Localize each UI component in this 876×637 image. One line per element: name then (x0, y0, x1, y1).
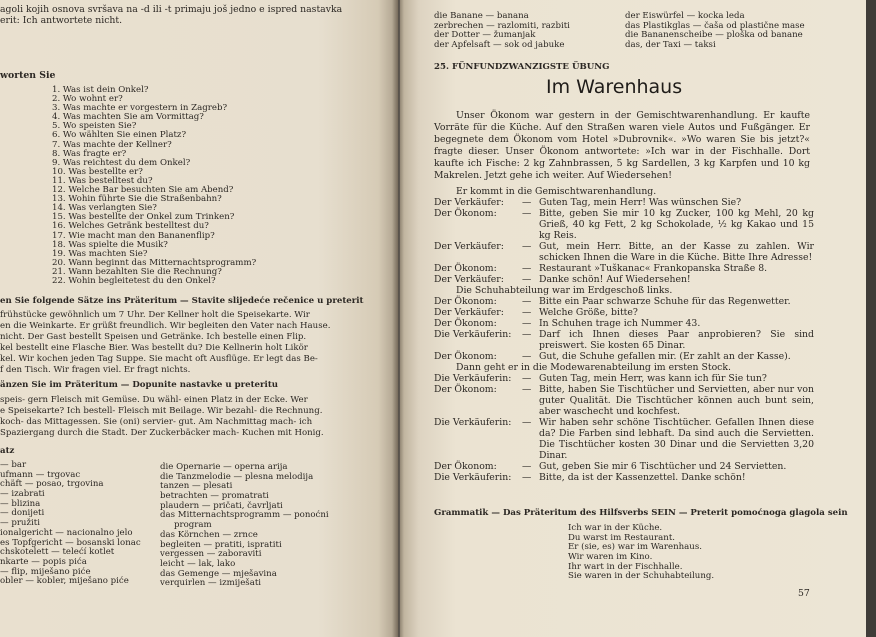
list-item: 2. Wo wohnt er? (52, 94, 123, 105)
utterance: Gut, geben Sie mir 6 Tischtücher und 24 Servietten. (539, 461, 787, 472)
vocab-item: das Plastikglas — čaša od plastične mase (625, 20, 805, 31)
dialog-line (434, 263, 814, 274)
text-line: koch- das Mittagessen. Sie (oni) servier- gut. Am Nachmittag mach- ich (0, 417, 313, 427)
vocab-item: program (174, 520, 212, 531)
dash: — (522, 329, 532, 340)
list-item: 5. Wo speisten Sie? (52, 121, 137, 132)
vocab-item: ufmann — trgovac (0, 469, 81, 480)
list-item: 15. Was bestellte der Onkel zum Trinken? (52, 212, 235, 223)
grammar-line: Du warst im Restaurant. (568, 532, 675, 543)
speaker: Der Ökonom: (434, 384, 497, 395)
vocab-item: plaudern — pričati, čavrljati (160, 500, 283, 511)
dialog-line (434, 241, 814, 263)
dialog-line (434, 296, 814, 307)
book-gutter (392, 0, 404, 637)
text-line: e Speisekarte? Ich bestell- Fleisch mit Beilage. Wir bezahl- die Rechnung. (0, 406, 323, 416)
text-line: frühstücke gewöhnlich um 7 Uhr. Der Kellner holt die Speisekarte. Wir (0, 310, 310, 320)
utterance: Gut, die Schuhe gefallen mir. (Er zahlt an der Kasse). (539, 351, 791, 362)
list-item: 6. Wo wählten Sie einen Platz? (52, 130, 187, 141)
vocab-item: — pružiti (0, 518, 40, 529)
grammar-line: Wir waren im Kino. (568, 552, 653, 563)
list-item: 11. Was bestelltest du? (52, 175, 153, 186)
vocab-item: das Gemenge — mješavina (160, 568, 277, 579)
dash: — (522, 241, 532, 252)
narration: Die Schuhabteilung war im Erdgeschoß links. (456, 285, 673, 296)
utterance: Welche Größe, bitte? (539, 307, 638, 318)
vocab-item: tanzen — plesati (160, 481, 233, 492)
speaker: Die Verkäuferin: (434, 417, 512, 428)
dialog-line (434, 417, 814, 461)
speaker: Der Ökonom: (434, 263, 497, 274)
dialog-line (434, 351, 814, 362)
left-top-line-2: erit: Ich antwortete nicht. (0, 15, 123, 26)
dash: — (522, 384, 532, 395)
utterance: Wir haben sehr schöne Tischtücher. Gefallen Ihnen diese da? Die Farben sind lebhaft. Da sind auch die Servietten. Die Tischtücher kosten 30 Dinar und die Servietten 3,20 Dinar. (539, 417, 814, 461)
vocab-item: zerbrechen — razlomiti, razbiti (434, 20, 570, 31)
section2-heading: en Sie folgende Sätze ins Präteritum — Stavite slijedeće rečenice u preterit (0, 296, 364, 306)
dash: — (522, 373, 532, 384)
vocab-item: betrachten — promatrati (160, 491, 269, 502)
dash: — (522, 461, 532, 472)
dialog-line (434, 384, 814, 417)
speaker: Die Verkäuferin: (434, 329, 512, 340)
dialog-line (434, 208, 814, 241)
dialog-line (434, 274, 814, 285)
section3-heading: änzen Sie im Präteritum — Dopunite nastavke u preteritu (0, 380, 279, 390)
grammar-heading: Grammatik — Das Präteritum des Hilfsverbs SEIN — Preterit pomoćnoga glagola sein (434, 508, 848, 518)
list-item: 4. Was machten Sie am Vormittag? (52, 112, 204, 123)
utterance: Bitte, haben Sie Tischtücher und Servietten, aber nur von guter Qualität. Die Tischtücher können auch bunt sein, aber waschecht und kochfest. (539, 384, 814, 417)
vocab-col-1 (0, 461, 141, 587)
list-item: 18. Was spielte die Musik? (52, 239, 168, 250)
left-page (0, 0, 398, 637)
speaker: Der Ökonom: (434, 296, 497, 307)
vocab-item: die Tanzmelodie — plesna melodija (160, 471, 314, 482)
section1-heading: worten Sie (0, 70, 56, 81)
dialog-line (434, 373, 814, 384)
vocab-item: — blizina (0, 498, 41, 509)
dialog-rows (434, 197, 814, 483)
dash: — (522, 307, 532, 318)
grammar-list (568, 524, 714, 582)
dash: — (522, 208, 532, 219)
vocab-item: die Banane — banana (434, 11, 529, 21)
dialog-line (434, 197, 814, 208)
dialog-line (434, 318, 814, 329)
text-line: speis- gern Fleisch mit Gemüse. Du wähl- einen Platz in der Ecke. Wer (0, 395, 308, 405)
questions-list (52, 86, 256, 286)
dash: — (522, 318, 532, 329)
speaker: Der Ökonom: (434, 351, 497, 362)
vocab-top-col-2 (625, 12, 805, 51)
list-item: 13. Wohin führte Sie die Straßenbahn? (52, 194, 222, 205)
list-item: 22. Wohin begleitetest du den Onkel? (52, 275, 216, 286)
intro-paragraph: Unser Ökonom war gestern in der Gemischtwarenhandlung. Er kaufte Vorräte für die Küche. Auf den Straßen waren viele Autos und Fußgänger. Er begegnete dem Ökonom vom Hotel »Dubrovnik«. »Wo waren Sie bis jetzt?« fragte dieser. Unser Ökonom antwortete: »Ich war in der Fischhalle. Dort kaufte ich Fische: 2 kg Zahnbrassen, 5 kg Sardellen, 3 kg Karpfen und 10 kg Makrelen. Jetzt gehe ich weiter. Auf Wiedersehen! (434, 110, 810, 181)
speaker: Der Verkäufer: (434, 197, 504, 208)
speaker: Der Verkäufer: (434, 241, 504, 252)
utterance: Bitte, da ist der Kassenzettel. Danke schön! (539, 472, 746, 483)
utterance: Danke schön! Auf Wiedersehen! (539, 274, 691, 285)
vocab-top-col-1 (434, 12, 570, 51)
dash: — (522, 351, 532, 362)
speaker: Der Ökonom: (434, 461, 497, 472)
grammar-line: Sie waren in der Schuhabteilung. (568, 571, 715, 582)
utterance: Bitte ein Paar schwarze Schuhe für das Regenwetter. (539, 296, 791, 307)
text-line: f den Tisch. Wir fragen viel. Er fragt nichts. (0, 365, 191, 375)
page-number: 57 (798, 588, 810, 599)
vocab-heading: atz (0, 446, 15, 456)
list-item: 21. Wann bezahlten Sie die Rechnung? (52, 266, 222, 277)
vocab-item: das Mitternachtsprogramm — ponoćni (160, 510, 329, 521)
dialog-line (434, 307, 814, 318)
vocab-item: obler — kobler, miješano piće (0, 576, 129, 587)
vocab-item: der Dotter — žumanjak (434, 30, 536, 41)
vocab-item: — donijeti (0, 508, 45, 519)
vocab-item: der Eiswürfel — kocka leda (625, 11, 745, 21)
page-edge (866, 0, 876, 637)
vocab-item: das Körnchen — zrnce (160, 529, 258, 540)
text-line: kel bestellt eine Flasche Bier. Was bestellt du? Die Kellnerin holt Likör (0, 343, 308, 353)
utterance: Gut, mein Herr. Bitte, an der Kasse zu zahlen. Wir schicken Ihnen die Ware in die Küche. Bitte Ihre Adresse! (539, 241, 814, 263)
dash: — (522, 274, 532, 285)
dash: — (522, 472, 532, 483)
vocab-item: verquirlen — izmiješati (160, 578, 262, 589)
speaker: Die Verkäuferin: (434, 472, 512, 483)
list-item: 16. Welches Getränk bestelltest du? (52, 221, 209, 232)
utterance: Guten Tag, mein Herr! Was wünschen Sie? (539, 197, 742, 208)
right-page (400, 0, 866, 637)
dash: — (522, 197, 532, 208)
vocab-item: begleiten — pratiti, ispratiti (160, 539, 282, 550)
utterance: Guten Tag, mein Herr, was kann ich für Sie tun? (539, 373, 767, 384)
vocab-item: die Opernarie — operna arija (160, 462, 288, 472)
vocab-item: die Bananenscheibe — ploška od banane (625, 30, 803, 41)
speaker: Der Verkäufer: (434, 274, 504, 285)
vocab-item: leicht — lak, lako (160, 558, 236, 569)
dash: — (522, 263, 532, 274)
left-top-line-1: agoli kojih osnova svršava na -d ili -t primaju još jedno e ispred nastavka (0, 4, 343, 15)
vocab-item: der Apfelsaft — sok od jabuke (434, 40, 565, 51)
list-item: 1. Was ist dein Onkel? (52, 85, 149, 95)
utterance: Restaurant »Tuškanac« Frankopanska Straße 8. (539, 263, 768, 274)
list-item: 10. Was bestellte er? (52, 166, 143, 177)
vocab-col-2 (160, 463, 329, 589)
dialog-line (434, 461, 814, 472)
list-item: 3. Was machte er vorgestern in Zagreb? (52, 103, 228, 114)
dash: — (522, 296, 532, 307)
dialog (434, 186, 814, 483)
speaker: Der Verkäufer: (434, 307, 504, 318)
list-item: 19. Was machten Sie? (52, 248, 148, 259)
utterance: Darf ich Ihnen dieses Paar anprobieren? Sie sind preiswert. Sie kosten 65 Dinar. (539, 329, 814, 351)
vocab-item: chskotelett — telećí kotlet (0, 547, 115, 558)
speaker: Die Verkäuferin: (434, 373, 512, 384)
utterance: In Schuhen trage ich Nummer 43. (539, 318, 701, 329)
list-item: 20. Wann beginnt das Mitternachtsprogramm? (52, 257, 257, 268)
list-item: 9. Was reichtest du dem Onkel? (52, 157, 191, 168)
list-item: 8. Was fragte er? (52, 148, 127, 159)
dialog-line (434, 472, 814, 483)
vocab-item: nkarte — popis pića (0, 556, 87, 567)
vocab-item: — flip, miješano piće (0, 566, 91, 577)
page-title: Im Warenhaus (546, 76, 683, 98)
vocab-item: das, der Taxi — taksi (625, 40, 716, 51)
grammar-line: Er (sie, es) war im Warenhaus. (568, 542, 702, 553)
speaker: Der Ökonom: (434, 208, 497, 219)
grammar-line: Ich war in der Küche. (568, 523, 663, 533)
narration: Er kommt in die Gemischtwarenhandlung. (456, 186, 657, 197)
vocab-item: — izabrati (0, 489, 45, 500)
vocab-item: chäft — posao, trgovina (0, 479, 104, 490)
speaker: Der Ökonom: (434, 318, 497, 329)
vocab-item: — bar (0, 460, 27, 470)
vocab-item: vergessen — zaboraviti (160, 549, 262, 560)
dash: — (522, 417, 532, 428)
list-item: 7. Was machte der Kellner? (52, 139, 172, 150)
text-line: kel. Wir kochen jeden Tag Suppe. Sie macht oft Ausflüge. Er legt das Be- (0, 354, 318, 364)
text-line: Spaziergang durch die Stadt. Der Zuckerbäcker mach- Kuchen mit Honig. (0, 428, 324, 438)
vocab-item: es Topfgericht — bosanski lonac (0, 537, 141, 548)
exercise-label: 25. FÜNFUNDZWANZIGSTE ÜBUNG (434, 62, 610, 72)
list-item: 14. Was verlangten Sie? (52, 203, 157, 214)
grammar-line: Ihr wart in der Fischhalle. (568, 561, 683, 572)
text-line: en die Weinkarte. Er grüßt freundlich. Wir begleiten den Vater nach Hause. (0, 321, 331, 331)
narration: Dann geht er in die Modewarenabteilung im ersten Stock. (456, 362, 731, 373)
list-item: 12. Welche Bar besuchten Sie am Abend? (52, 185, 234, 196)
dialog-line (434, 329, 814, 351)
section3-text (0, 395, 324, 439)
vocab-item: ionalgericht — nacionalno jelo (0, 527, 133, 538)
text-line: nicht. Der Gast bestellt Speisen und Getränke. Ich bestelle einen Flip. (0, 332, 307, 342)
list-item: 17. Wie macht man den Bananenflip? (52, 230, 215, 241)
utterance: Bitte, geben Sie mir 10 kg Zucker, 100 kg Mehl, 20 kg Grieß, 40 kg Fett, 2 kg Schokolade, ½ kg Kakao und 15 kg Reis. (539, 208, 814, 241)
section2-text (0, 310, 330, 376)
